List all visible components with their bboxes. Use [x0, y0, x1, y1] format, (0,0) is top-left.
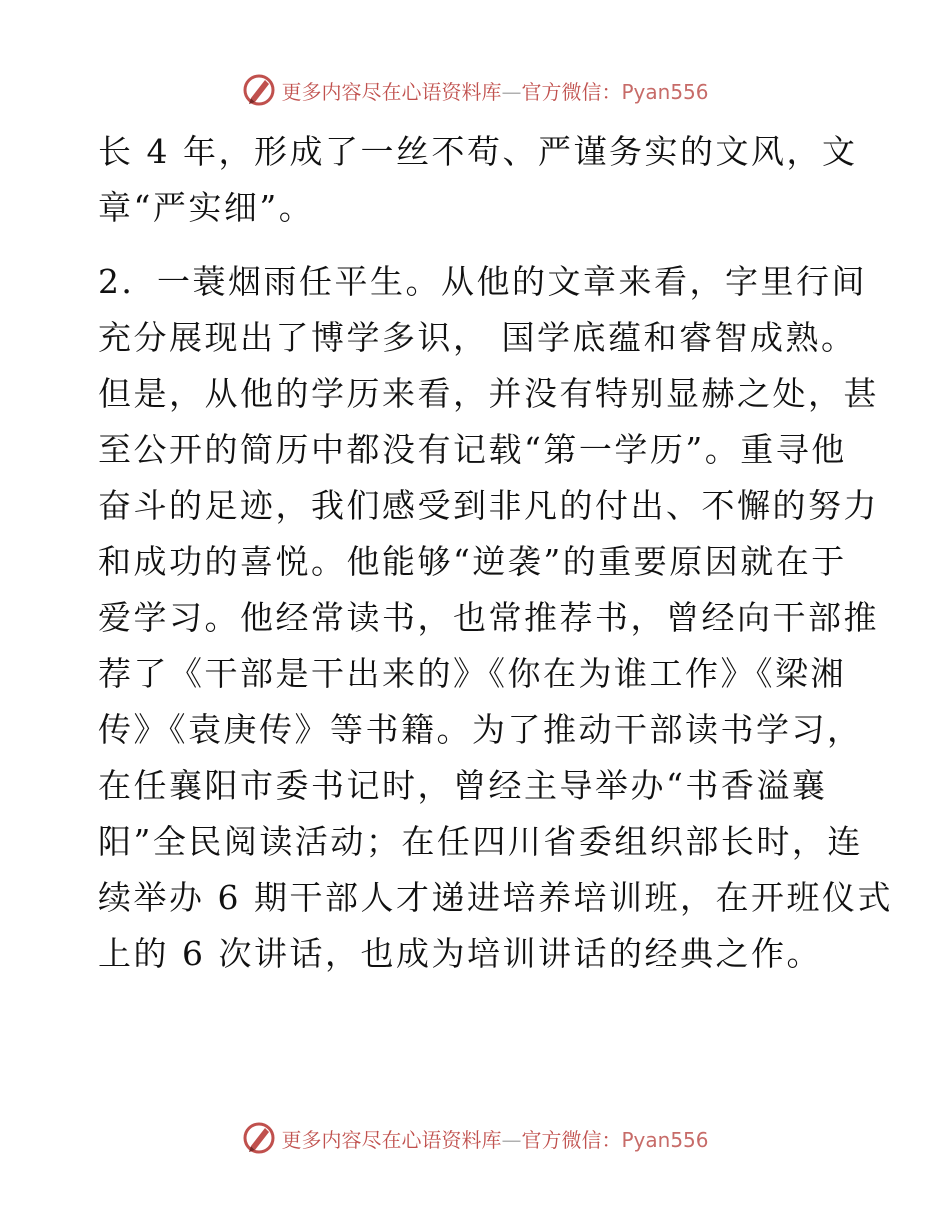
header-banner-text: 更多内容尽在心语资料库: [281, 79, 502, 104]
text-line: 充分展现出了博学多识， 国学底蕴和睿智成熟。: [98, 318, 857, 357]
pen-logo-icon: [241, 72, 277, 108]
header-banner-dash: —: [501, 79, 522, 104]
text-line: 荐了《干部是干出来的》《你在为谁工作》《梁湘: [98, 654, 846, 693]
text-line: 至公开的简历中都没有记载“第一学历”。重寻他: [98, 430, 847, 469]
text-line: 在任襄阳市委书记时，曾经主导举办“书香溢襄: [98, 766, 828, 805]
document-body: [98, 124, 893, 982]
paragraph-1: [98, 124, 858, 236]
paragraph-2: [98, 254, 893, 982]
footer-banner-dash: —: [501, 1127, 522, 1152]
text-line: 章“严实细”。: [98, 188, 315, 227]
text-line: 但是，从他的学历来看，并没有特别显赫之处，甚: [98, 374, 879, 413]
header-banner-id: Pyan556: [621, 79, 709, 104]
text-line: 续举办 6 期干部人才递进培养培训班，在开班仪式: [98, 878, 893, 917]
footer-banner-text: 更多内容尽在心语资料库: [281, 1127, 502, 1152]
text-line: 爱学习。他经常读书，也常推荐书，曾经向干部推: [98, 598, 879, 637]
footer-banner: [0, 1118, 950, 1158]
pen-logo-icon: [241, 1120, 277, 1156]
header-banner: [0, 70, 950, 110]
footer-banner-id: Pyan556: [621, 1127, 709, 1152]
header-banner-wechat: 官方微信：: [521, 79, 622, 104]
footer-banner-wechat: 官方微信：: [521, 1127, 622, 1152]
text-line: 传》《袁庚传》等书籍。为了推动干部读书学习，: [98, 710, 863, 749]
text-line: 长 4 年，形成了一丝不苟、严谨务实的文风，文: [98, 132, 858, 171]
text-line: 奋斗的足迹，我们感受到非凡的付出、不懈的努力: [98, 486, 879, 525]
text-line: 2．一蓑烟雨任平生。从他的文章来看，字里行间: [98, 262, 867, 301]
text-line: 阳”全民阅读活动；在任四川省委组织部长时，连: [98, 822, 863, 861]
text-line: 上的 6 次讲话，也成为培训讲话的经典之作。: [98, 934, 822, 973]
text-line: 和成功的喜悦。他能够“逆袭”的重要原因就在于: [98, 542, 847, 581]
